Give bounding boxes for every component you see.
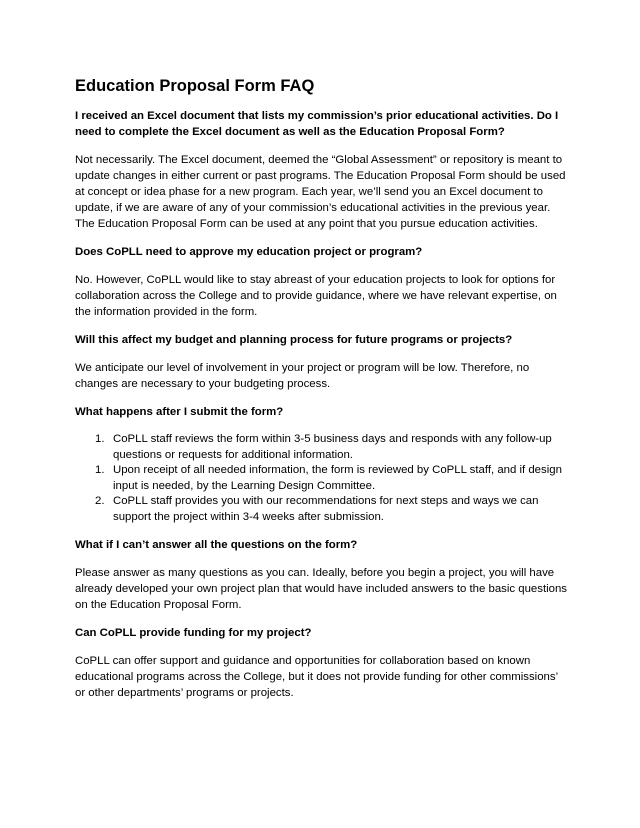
faq-question-after-submit: What happens after I submit the form? (75, 406, 284, 418)
process-steps-list (75, 432, 570, 525)
step-number: 2. (95, 495, 105, 507)
process-step (75, 494, 570, 525)
step-text: CoPLL staff provides you with our recommendations for next steps and ways we can support the project within 3-4 weeks after submission. (113, 495, 539, 523)
faq-question-excel: I received an Excel document that lists my commission’s prior educational activities. Do I need to complete the Excel document as well as the Education Proposal Form? (75, 110, 559, 138)
faq-answer-excel: Not necessarily. The Excel document, deemed the “Global Assessment” or repository is meant to update changes in either current or past programs. The Education Proposal Form should be used at concept or idea phase for a new program. Each year, we’ll send you an Excel document to update, if we are aware of any of your commission’s educational activities in the previous year. The Education Proposal Form can be used at any point that you pursue education activities. (75, 154, 566, 230)
faq-answer-approval: No. However, CoPLL would like to stay abreast of your education projects to look for options for collaboration across the College and to provide guidance, where we have relevant expertise, on the information provided in the form. (75, 274, 557, 318)
faq-question-approval: Does CoPLL need to approve my education project or program? (75, 246, 423, 258)
step-number: 1. (95, 433, 105, 445)
process-step (75, 432, 570, 463)
faq-answer-funding: CoPLL can offer support and guidance and opportunities for collaboration based on known educational programs across the College, but it does not provide funding for other commissions’ or other departments’ programs or projects. (75, 655, 558, 699)
faq-answer-unanswered: Please answer as many questions as you can. Ideally, before you begin a project, you will have already developed your own project plan that would have included answers to the basic questions on the Education Proposal Form. (75, 567, 568, 611)
process-step (75, 463, 570, 494)
step-number: 1. (95, 464, 105, 476)
faq-document (75, 76, 570, 713)
faq-answer-budget: We anticipate our level of involvement in your project or program will be low. Therefore, no changes are necessary to your budgeting process. (75, 362, 530, 390)
faq-question-funding: Can CoPLL provide funding for my project? (75, 627, 312, 639)
step-text: CoPLL staff reviews the form within 3-5 business days and responds with any follow-up questions or requests for additional information. (113, 433, 552, 461)
page-title: Education Proposal Form FAQ (75, 77, 315, 95)
faq-question-budget: Will this affect my budget and planning process for future programs or projects? (75, 334, 513, 346)
step-text: Upon receipt of all needed information, the form is reviewed by CoPLL staff, and if design input is needed, by the Learning Design Committee. (113, 464, 562, 492)
faq-question-unanswered: What if I can’t answer all the questions on the form? (75, 539, 358, 551)
